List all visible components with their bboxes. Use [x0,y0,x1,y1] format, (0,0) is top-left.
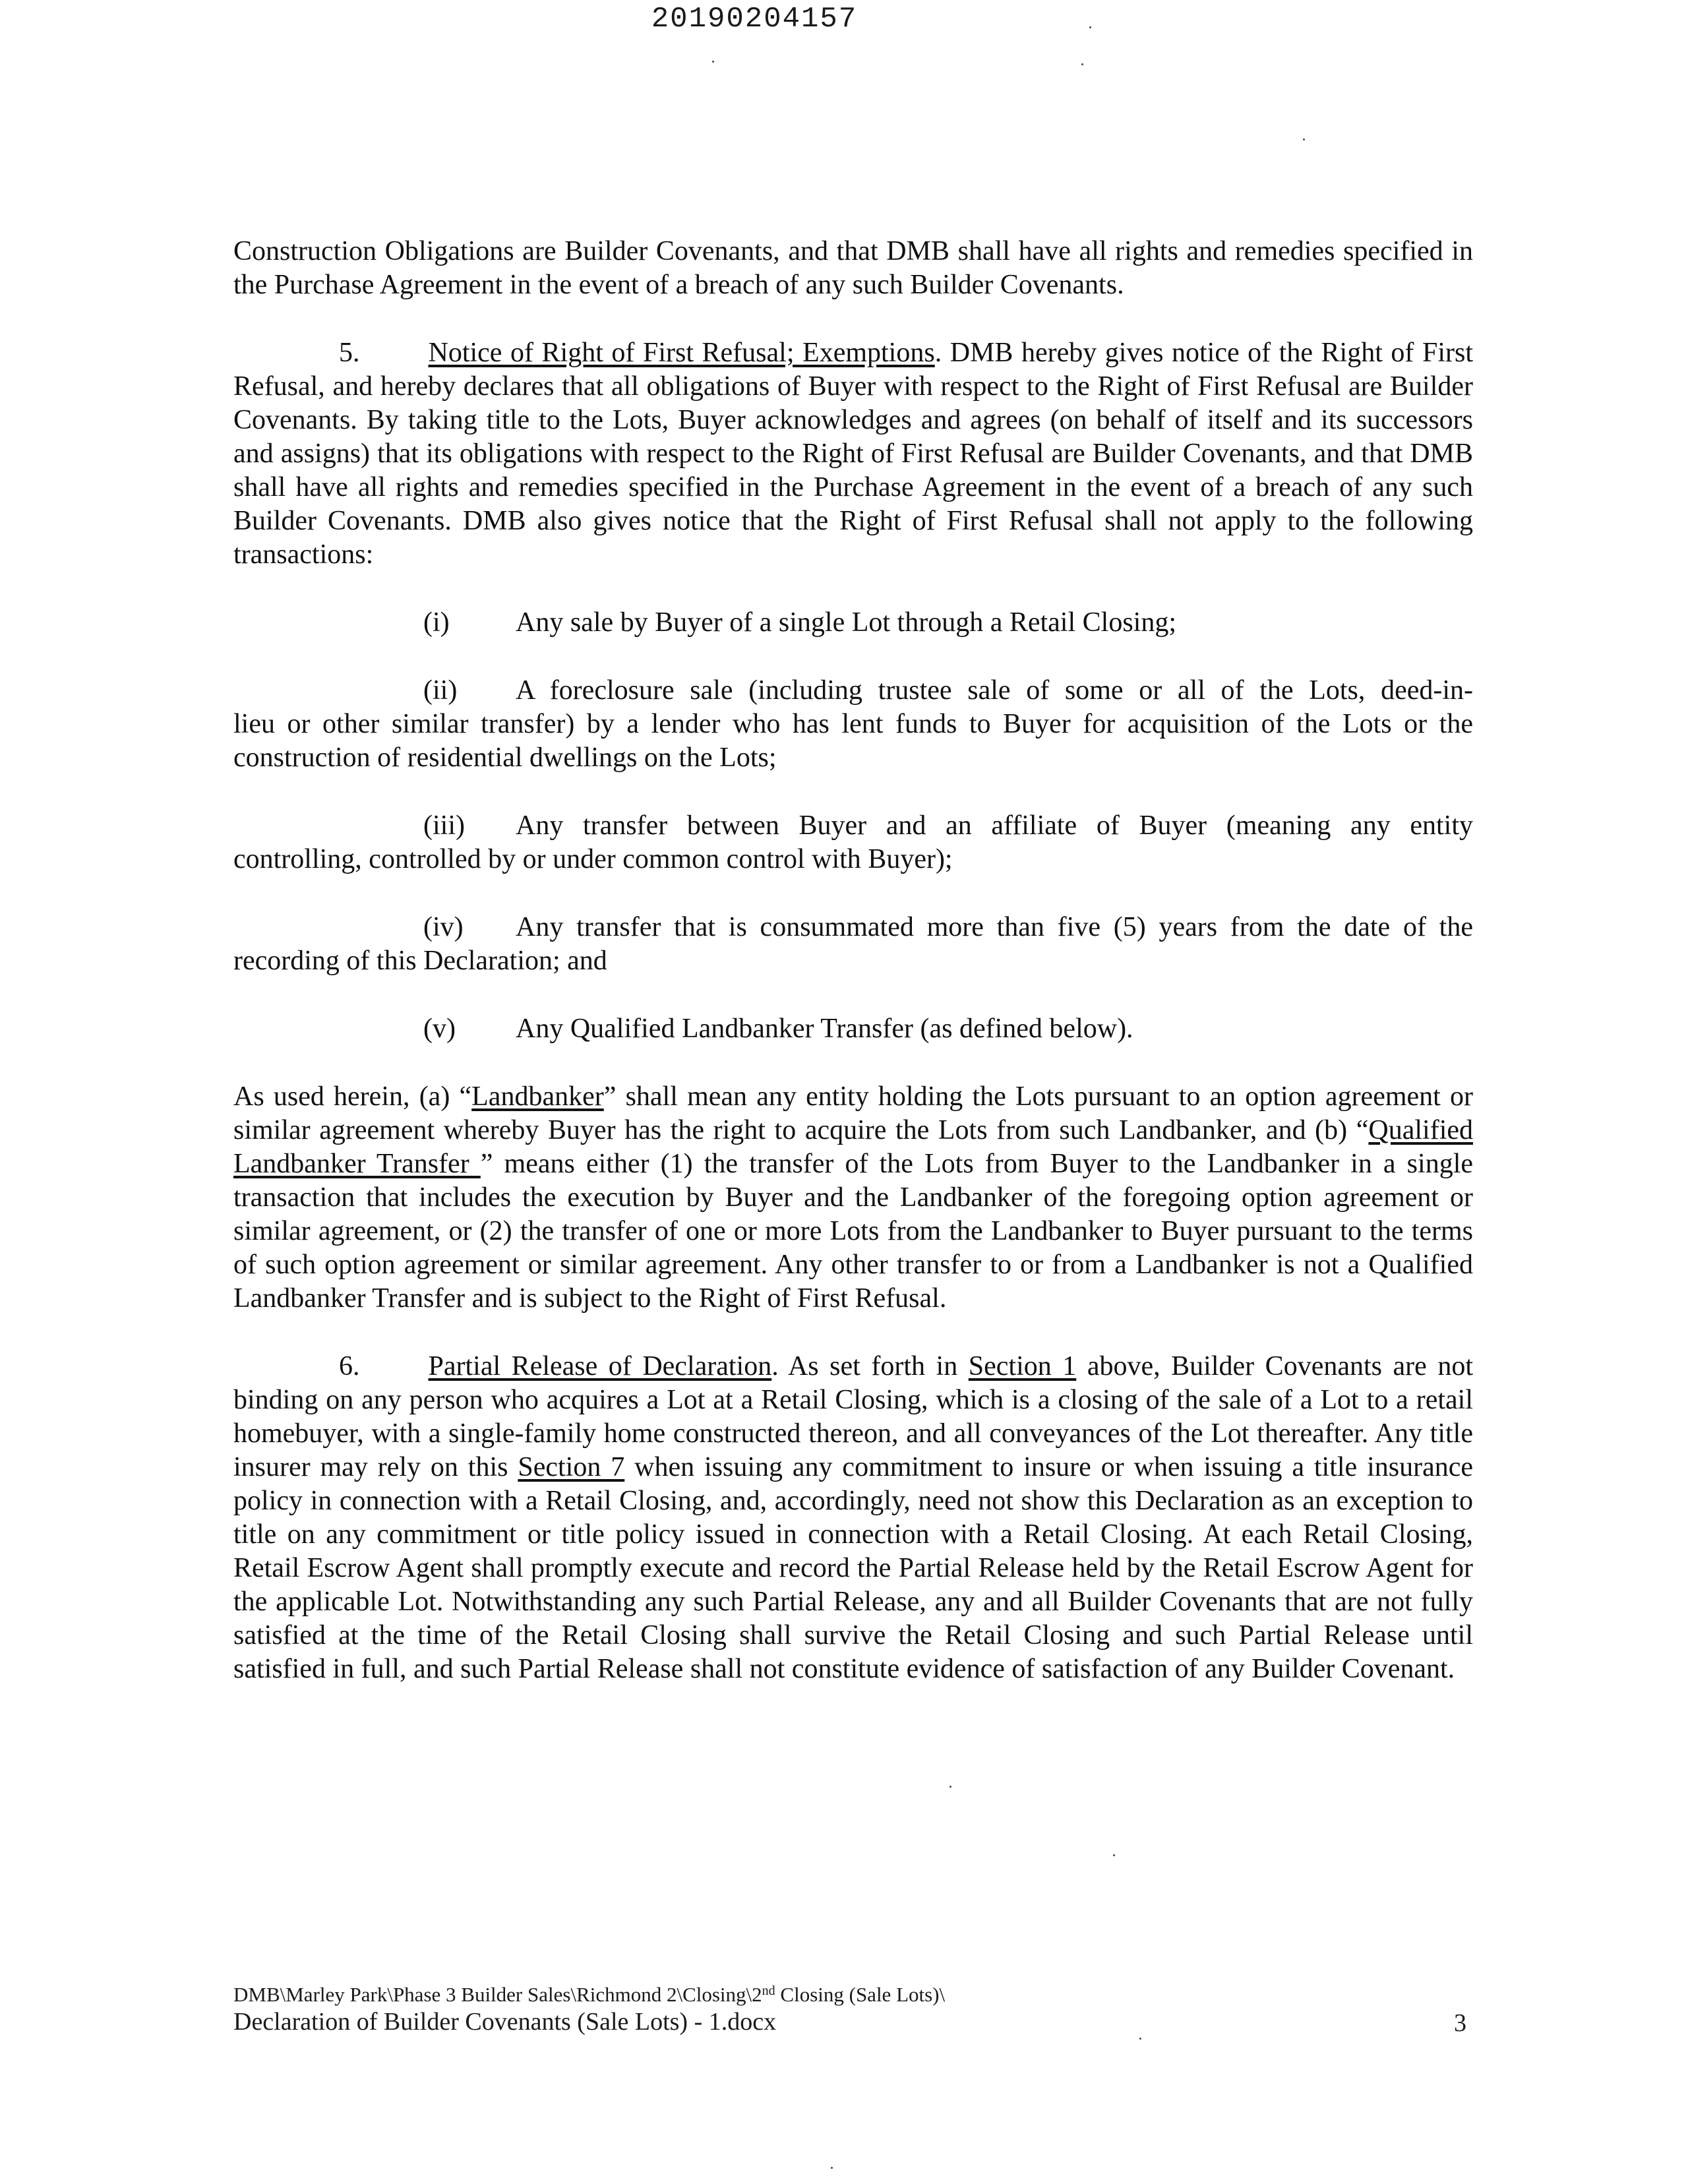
item-number: (iv) [423,912,464,942]
item-text-rest: recording of this Declaration; and [233,946,607,976]
item-text-rest: controlling, controlled by or under common control with Buyer); [233,844,953,874]
scan-speck [831,2167,833,2169]
item-text-first: Any transfer between Buyer and an affiliate of Buyer (meaning any entity [516,810,1473,841]
landbanker-definition-paragraph [233,1080,1473,1316]
section-6-number: 6. [339,1351,360,1381]
text-run: ” means either (1) the transfer of the Lots from Buyer to the Landbanker in a single transaction that includes the execution by Buyer and the Landbanker of the foregoing option agreement or similar agreement, or (2) the transfer of one or more Lots from the Landbanker to Buyer pursuant to the terms of such option agreement or similar agreement. Any other transfer to or from a Landbanker is not a Qualified Landbanker Transfer and is subject to the Right of First Refusal. [233,1149,1474,1314]
scan-speck [1089,26,1091,28]
exemption-item-ii [233,674,1473,775]
item-text: Any Qualified Landbanker Transfer (as defined below). [516,1014,1133,1044]
exemption-item-iii [233,809,1473,876]
item-number: (iii) [423,810,465,841]
page-number: 3 [1454,2009,1466,2037]
item-number: (ii) [423,675,458,706]
item-text-first: Any transfer that is consummated more than five (5) years from the date of the [516,912,1473,942]
exemption-item-iv [233,911,1473,978]
path-part: Closing (Sale Lots)\ [775,1983,946,2006]
item-number: (v) [423,1014,456,1044]
scan-speck [1113,1854,1115,1856]
exemption-item-v [233,1012,1473,1046]
text-run: above, Builder Covenants are not binding on any person who acquires a Lot at a Retail Closing, which is a closing of the sale of a Lot to a retail homebuyer, with a single-family home constructed thereon, and all conveyances of the Lot thereafter. Any title insurer may rely on this [233,1351,1474,1482]
text-run: ” shall mean any entity holding the Lots pursuant to an option agreement or similar agreement whereby Buyer has the right to acquire the Lots from such Landbanker, and (b) “ [233,1081,1473,1145]
text-run: . As set forth in [771,1351,969,1381]
defined-term-qualified-landbanker-transfer: Qualified Landbanker Transfer [233,1115,1473,1179]
exemption-item-i [233,606,1473,640]
defined-term-landbanker: Landbanker [471,1081,604,1112]
file-name: Declaration of Builder Covenants (Sale Lots) - 1.docx [233,2008,777,2036]
page-footer [233,1982,1473,2036]
item-number: (i) [423,607,450,638]
scan-speck [1303,138,1305,140]
file-path [233,1982,1473,2007]
intro-paragraph: Construction Obligations are Builder Covenants, and that DMB shall have all rights and remedies specified in the Purchase Agreement in the event of a breach of any such Builder Covenants. [233,236,1473,300]
document-body [233,235,1473,1686]
recording-number: 20190204157 [651,3,858,36]
scan-speck [1139,2038,1141,2040]
scan-speck [1081,63,1083,65]
section-reference: Section 7 [518,1452,625,1482]
path-superscript: nd [762,1984,775,1998]
section-5-paragraph [233,336,1473,572]
section-reference: Section 1 [968,1351,1077,1381]
section-5-body: . DMB hereby gives notice of the Right of First Refusal, and hereby declares that all obligations of Buyer with respect to the Right of First Refusal are Builder Covenants. By taking title to the Lots, Buyer acknowledges and agrees (on behalf of itself and its successors and assigns) that its obligations with respect to the Right of First Refusal are Builder Covenants, and that DMB shall have all rights and remedies specified in the Purchase Agreement in the event of a breach of any such Builder Covenants. DMB also gives notice that the Right of First Refusal shall not apply to the following transactions: [233,338,1473,570]
item-text: Any sale by Buyer of a single Lot through a Retail Closing; [516,607,1177,638]
section-6-paragraph [233,1350,1473,1686]
scan-speck [712,61,714,63]
scan-speck [950,1786,951,1788]
item-text-rest: lieu or other similar transfer) by a lender who has lent funds to Buyer for acquisition of the Lots or the construction of residential dwellings on the Lots; [233,709,1473,773]
text-run: when issuing any commitment to insure or when issuing a title insurance policy in connection with a Retail Closing, and, accordingly, need not show this Declaration as an exception to title on any commitment or title policy issued in connection with a Retail Closing. At each Retail Closing, Retail Escrow Agent shall promptly execute and record the Partial Release held by the Retail Escrow Agent for the applicable Lot. Notwithstanding any such Partial Release, any and all Builder Covenants that are not fully satisfied at the time of the Retail Closing shall survive the Retail Closing and such Partial Release until satisfied in full, and such Partial Release shall not constitute evidence of satisfaction of any Builder Covenant. [233,1452,1473,1684]
section-6-heading: Partial Release of Declaration [428,1351,772,1381]
item-text-first: A foreclosure sale (including trustee sale of some or all of the Lots, deed-in- [516,675,1473,706]
section-5-number: 5. [339,338,360,368]
section-5-heading: Notice of Right of First Refusal; Exemptions [428,338,935,368]
path-part: DMB\Marley Park\Phase 3 Builder Sales\Richmond 2\Closing\2 [233,1983,762,2006]
text-run: As used herein, (a) “ [233,1081,472,1112]
